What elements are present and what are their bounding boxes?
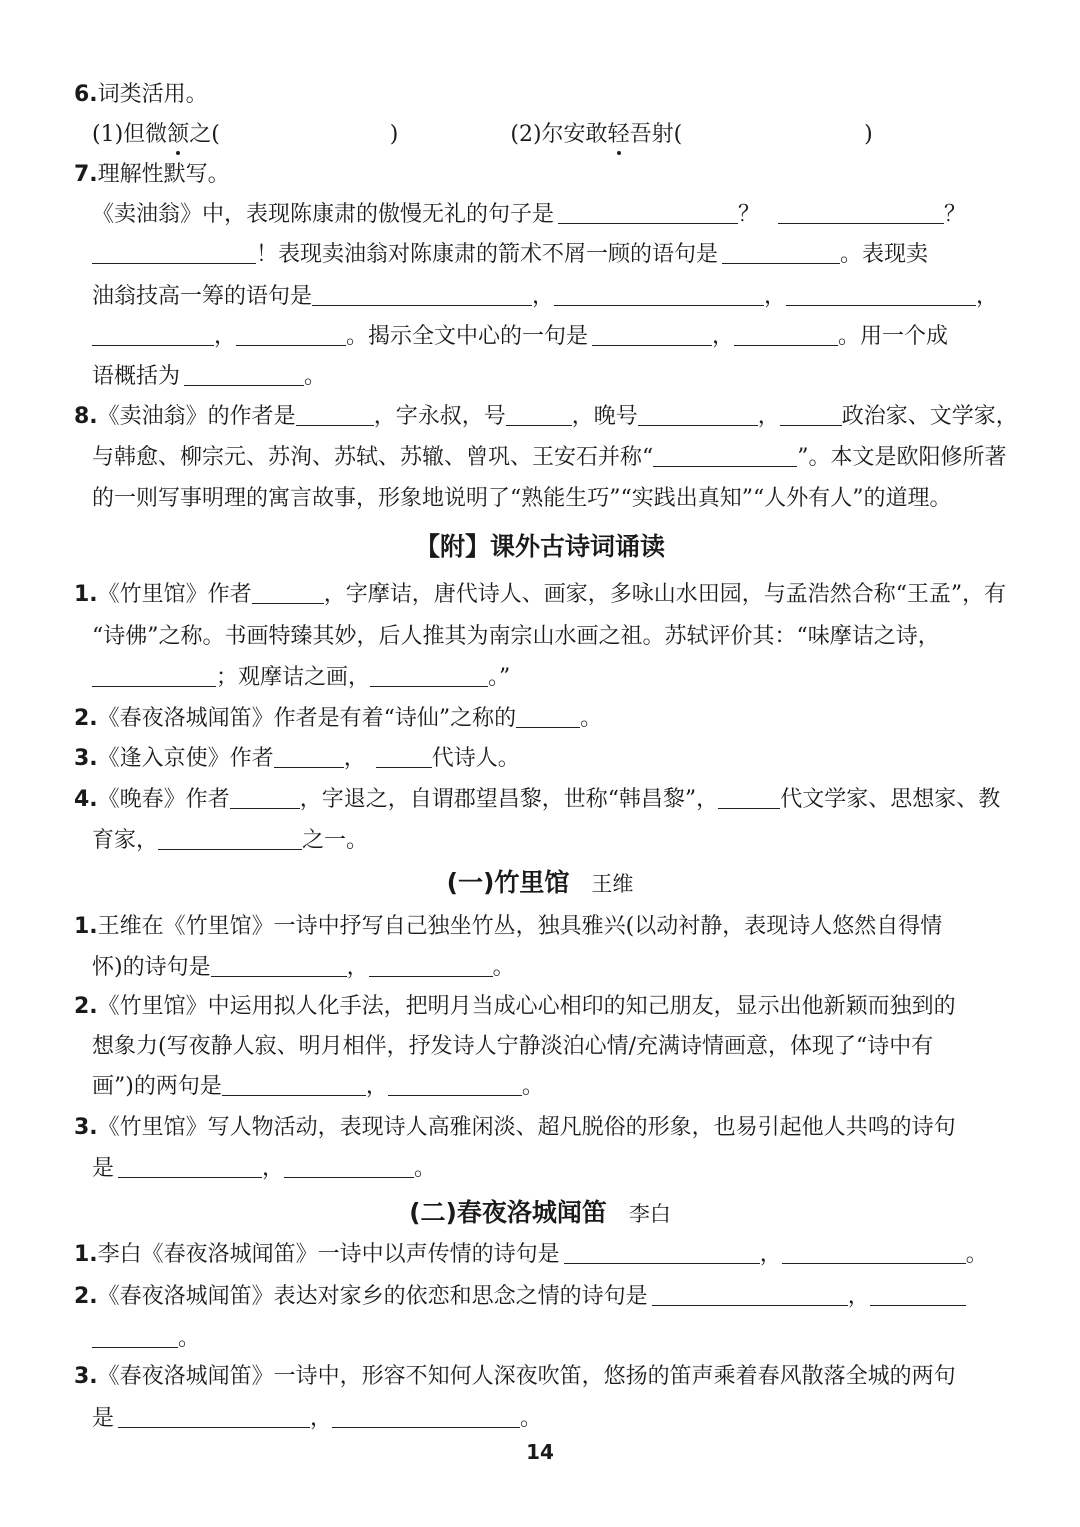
page-number: 14 <box>526 1440 554 1464</box>
sec2-q3-line1: 3.《春夜洛城闻笛》一诗中，形容不知何人深夜吹笛，悠扬的笛声乘着春风散落全城的两句 <box>74 1364 956 1389</box>
q7-line1: 《卖油翁》中，表现陈康肃的傲慢无礼的句子是 ？ ？ <box>92 202 967 227</box>
section2-heading: (二)春夜洛城闻笛 李白 <box>409 1198 671 1227</box>
sec1-q2-blank-1[interactable] <box>222 1073 366 1096</box>
appendix-q3: 3.《逢入京使》作者 ， 代诗人。 <box>74 746 520 771</box>
q6-items: (1)但微颔之( ) (2)尔安敢轻吾射( ) <box>92 122 873 147</box>
q6-item2-word: 轻 <box>607 122 630 147</box>
q8-blank-4[interactable] <box>780 403 842 426</box>
sec1-q2-blank-2[interactable] <box>388 1073 522 1096</box>
sec1-q3-line2: 是 ， 。 <box>92 1156 437 1181</box>
sec2-q3-blank-1[interactable] <box>118 1405 310 1428</box>
q7-line2: ！表现卖油翁对陈康肃的箭术不屑一顾的语句是 。表现卖 <box>92 240 1014 270</box>
sec1-q2-line1: 2.《竹里馆》中运用拟人化手法，把明月当成心心相印的知己朋友，显示出他新颖而独到的 <box>74 994 956 1019</box>
section1-heading: (一)竹里馆 王维 <box>446 868 634 897</box>
q8-blank-3[interactable] <box>638 403 758 426</box>
appendix-q3-blank-1[interactable] <box>274 745 344 768</box>
sec2-q2-blank-1[interactable] <box>652 1283 848 1306</box>
sec1-q2-line3: 画”)的两句是 ， 。 <box>92 1074 544 1099</box>
sec1-q1-line2: 怀)的诗句是 ， 。 <box>92 955 515 980</box>
q6-item1-word: 颔 <box>167 122 190 147</box>
section1-author: 王维 <box>591 872 634 896</box>
appendix-q4-blank-1[interactable] <box>230 786 300 809</box>
q7-blank-4[interactable] <box>722 241 840 264</box>
q8-line2: 与韩愈、柳宗元、苏洵、苏轼、苏辙、曾巩、王安石并称“ ”。本文是欧阳修所著 <box>92 445 1007 470</box>
sec1-q3-blank-2[interactable] <box>284 1155 414 1178</box>
appendix-q4-blank-3[interactable] <box>158 827 302 850</box>
appendix-q3-blank-2[interactable] <box>376 745 432 768</box>
q7-blank-2[interactable] <box>778 201 944 224</box>
sec2-q2-line1: 2.《春夜洛城闻笛》表达对家乡的依恋和思念之情的诗句是 ， <box>74 1282 1014 1312</box>
sec1-q3-blank-1[interactable] <box>118 1155 262 1178</box>
q7-blank-10[interactable] <box>592 323 712 346</box>
sec2-q3-blank-2[interactable] <box>332 1405 520 1428</box>
sec2-q1: 1.李白《春夜洛城闻笛》一诗中以声传情的诗句是 ， 。 <box>74 1242 988 1267</box>
q7-blank-5[interactable] <box>312 283 532 306</box>
appendix-heading: 【附】课外古诗词诵读 <box>414 532 665 561</box>
q7-blank-8[interactable] <box>92 323 214 346</box>
appendix-q1-blank-1[interactable] <box>252 581 324 604</box>
sec2-q2-blank-2[interactable] <box>870 1283 966 1306</box>
sec1-q3-line1: 3.《竹里馆》写人物活动，表现诗人高雅闲淡、超凡脱俗的形象，也易引起他人共鸣的诗句 <box>74 1115 956 1140</box>
appendix-q1-line3: ；观摩诘之画， 。” <box>92 663 1014 693</box>
appendix-q1-line1: 1.《竹里馆》作者 ，字摩诘，唐代诗人、画家，多咏山水田园，与孟浩然合称“王孟”，有 <box>74 582 1007 607</box>
sec2-q2-line2: 。 <box>92 1324 1014 1354</box>
q7-blank-12[interactable] <box>184 363 304 386</box>
section2-author: 李白 <box>628 1202 671 1226</box>
q7-blank-9[interactable] <box>236 323 346 346</box>
appendix-q2: 2.《春夜洛城闻笛》作者是有着“诗仙”之称的 。 <box>74 706 603 731</box>
sec1-q1-blank-1[interactable] <box>211 954 347 977</box>
appendix-q4-blank-2[interactable] <box>718 786 780 809</box>
sec2-q1-blank-2[interactable] <box>782 1241 966 1264</box>
q8-blank-2[interactable] <box>506 403 572 426</box>
sec1-q1-line1: 1.王维在《竹里馆》一诗中抒写自己独坐竹丛，独具雅兴(以动衬静，表现诗人悠然自得情 <box>74 914 943 939</box>
q7-title: 7.理解性默写。 <box>74 162 230 187</box>
q7-blank-6[interactable] <box>554 283 764 306</box>
q8-line3: 的一则写事明理的寓言故事，形象地说明了“熟能生巧”“实践出真知”“人外有人”的道理。 <box>92 486 952 511</box>
q8-blank-1[interactable] <box>296 403 374 426</box>
q7-blank-3[interactable] <box>92 241 256 264</box>
appendix-q1-line2: “诗佛”之称。书画特臻其妙，后人推其为南宗山水画之祖。苏轼评价其：“味摩诘之诗， <box>92 624 940 649</box>
sec1-q1-blank-2[interactable] <box>369 954 493 977</box>
q7-blank-7[interactable] <box>786 283 976 306</box>
q8-line1: 8.《卖油翁》的作者是 ，字永叔，号 ，晚号 ， 政治家、文学家， <box>74 404 1018 429</box>
q7-line4: ， 。揭示全文中心的一句是 ， 。用一个成 <box>92 322 1014 352</box>
appendix-q2-blank[interactable] <box>516 705 580 728</box>
sec2-q2-blank-3[interactable] <box>92 1325 178 1348</box>
q7-line3: 油翁技高一筹的语句是 ， ， ， <box>92 284 999 309</box>
q7-line5: 语概括为 。 <box>92 364 327 389</box>
q7-blank-11[interactable] <box>734 323 838 346</box>
appendix-q4-line2: 育家， 之一。 <box>92 828 369 853</box>
appendix-q1-blank-3[interactable] <box>370 664 488 687</box>
q8-blank-5[interactable] <box>653 444 797 467</box>
sec2-q3-line2: 是 ， 。 <box>92 1406 543 1431</box>
appendix-q1-blank-2[interactable] <box>92 664 216 687</box>
q7-blank-1[interactable] <box>558 201 738 224</box>
appendix-q4-line1: 4.《晚春》作者 ，字退之，自谓郡望昌黎，世称“韩昌黎”， 代文学家、思想家、教 <box>74 787 1001 812</box>
sec1-q2-line2: 想象力(写夜静人寂、明月相伴，抒发诗人宁静淡泊心情/充满诗情画意，体现了“诗中有 <box>92 1034 934 1059</box>
q6-title: 6.词类活用。 <box>74 82 208 107</box>
sec2-q1-blank-1[interactable] <box>564 1241 760 1264</box>
